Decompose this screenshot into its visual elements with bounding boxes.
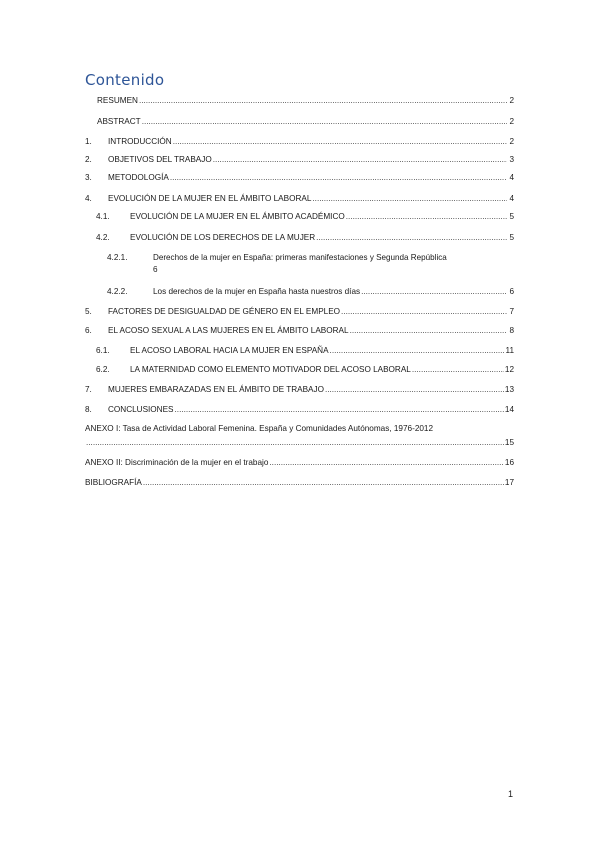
toc-leader [143,477,504,488]
toc-title: BIBLIOGRAFÍA [85,478,142,487]
toc-page: 13 [504,385,514,394]
toc-title: ABSTRACT [97,117,141,126]
toc-number: 2. [85,155,92,164]
toc-entry-metodologia[interactable] [85,172,514,183]
toc-title: MUJERES EMBARAZADAS EN EL ÁMBITO DE TRABAJO [108,385,324,394]
toc-entry-derechos-primeras[interactable] [107,252,514,263]
toc-leader [316,232,507,243]
toc-page: 3 [509,155,514,164]
toc-leader [170,172,507,183]
toc-page: 4 [509,194,514,203]
toc-number: 4.2.2. [107,287,128,296]
toc-page: 5 [509,233,514,242]
toc-page: 15 [504,438,514,447]
toc-page: 8 [509,326,514,335]
toc-leader [213,154,507,165]
toc-entry-derechos-mujer[interactable] [85,232,514,243]
toc-entry-objetivos[interactable] [85,154,514,165]
toc-leader [139,95,507,106]
toc-number: 6.1. [96,346,110,355]
toc-page: 16 [504,458,514,467]
toc-page: 2 [509,117,514,126]
toc-leader [173,136,507,147]
toc-page-wrapped: 6 [153,265,158,274]
toc-heading: Contenido [85,71,165,89]
toc-entry-factores[interactable] [85,306,514,317]
toc-page: 17 [504,478,514,487]
toc-entry-acoso-laboral-espana[interactable] [85,345,514,356]
toc-entry-anexo-1[interactable] [85,423,433,434]
toc-entry-derechos-actuales[interactable] [85,286,514,297]
toc-entry-evolucion-laboral[interactable] [85,193,514,204]
toc-entry-abstract[interactable] [85,116,514,127]
toc-title: ANEXO I: Tasa de Actividad Laboral Femenina. España y Comunidades Autónomas, 1976-2012 [85,424,434,433]
toc-title: FACTORES DE DESIGUALDAD DE GÉNERO EN EL EMPLEO [108,307,341,316]
toc-page: 2 [509,137,514,146]
toc-leader [86,437,504,448]
toc-title: INTRODUCCIÓN [108,137,172,146]
toc-leader [412,364,504,375]
toc-number: 4.2.1. [107,253,128,262]
toc-entry-embarazadas[interactable] [85,384,514,395]
toc-number: 4.1. [96,212,110,221]
toc-number: 3. [85,173,92,182]
toc-number: 6.2. [96,365,110,374]
toc-leader [142,116,507,127]
toc-entry-conclusiones[interactable] [85,404,514,415]
toc-page: 5 [509,212,514,221]
toc-leader [312,193,507,204]
toc-page: 14 [504,405,514,414]
toc-title: EVOLUCIÓN DE LA MUJER EN EL ÁMBITO LABORAL [108,194,312,203]
toc-page: 12 [504,365,514,374]
toc-number: 8. [85,405,92,414]
table-of-contents [85,0,515,848]
toc-title: EL ACOSO LABORAL HACIA LA MUJER EN ESPAÑA [130,346,329,355]
page-number: 1 [508,789,514,799]
toc-number: 4.2. [96,233,110,242]
toc-number: 6. [85,326,92,335]
toc-leader [325,384,504,395]
toc-page: 6 [509,287,514,296]
toc-number: 4. [85,194,92,203]
toc-page: 11 [505,346,514,355]
toc-entry-introduccion[interactable] [85,136,514,147]
toc-title: METODOLOGÍA [108,173,169,182]
toc-entry-maternidad[interactable] [85,364,514,375]
toc-number: 5. [85,307,92,316]
toc-title: LA MATERNIDAD COMO ELEMENTO MOTIVADOR DEL ACOSO LABORAL [130,365,411,374]
toc-entry-acoso-sexual[interactable] [85,325,514,336]
toc-leader [361,286,507,297]
toc-title: Derechos de la mujer en España: primeras manifestaciones y Segunda República [153,253,447,262]
toc-title: EVOLUCIÓN DE LOS DERECHOS DE LA MUJER [130,233,316,242]
toc-title: Los derechos de la mujer en España hasta nuestros días [153,287,361,296]
toc-title: ANEXO II: Discriminación de la mujer en el trabajo [85,458,269,467]
toc-entry-anexo-2[interactable] [85,457,514,468]
toc-entry-evolucion-academico[interactable] [85,211,514,222]
toc-title: EL ACOSO SEXUAL A LAS MUJERES EN EL ÁMBITO LABORAL [108,326,349,335]
toc-title: OBJETIVOS DEL TRABAJO [108,155,212,164]
toc-entry-resumen[interactable] [85,95,514,106]
toc-number: 7. [85,385,92,394]
toc-leader [350,325,507,336]
toc-title: EVOLUCIÓN DE LA MUJER EN EL ÁMBITO ACADÉMICO [130,212,345,221]
toc-leader [341,306,507,317]
toc-leader [346,211,507,222]
toc-page: 4 [509,173,514,182]
toc-page: 2 [509,96,514,105]
toc-title: CONCLUSIONES [108,405,174,414]
toc-leader [175,404,504,415]
toc-number: 1. [85,137,92,146]
toc-entry-bibliografia[interactable] [85,477,514,488]
toc-title: RESUMEN [97,96,138,105]
toc-entry-anexo-1-leader [85,437,514,448]
toc-page: 7 [509,307,514,316]
toc-leader [269,457,504,468]
toc-leader [330,345,505,356]
